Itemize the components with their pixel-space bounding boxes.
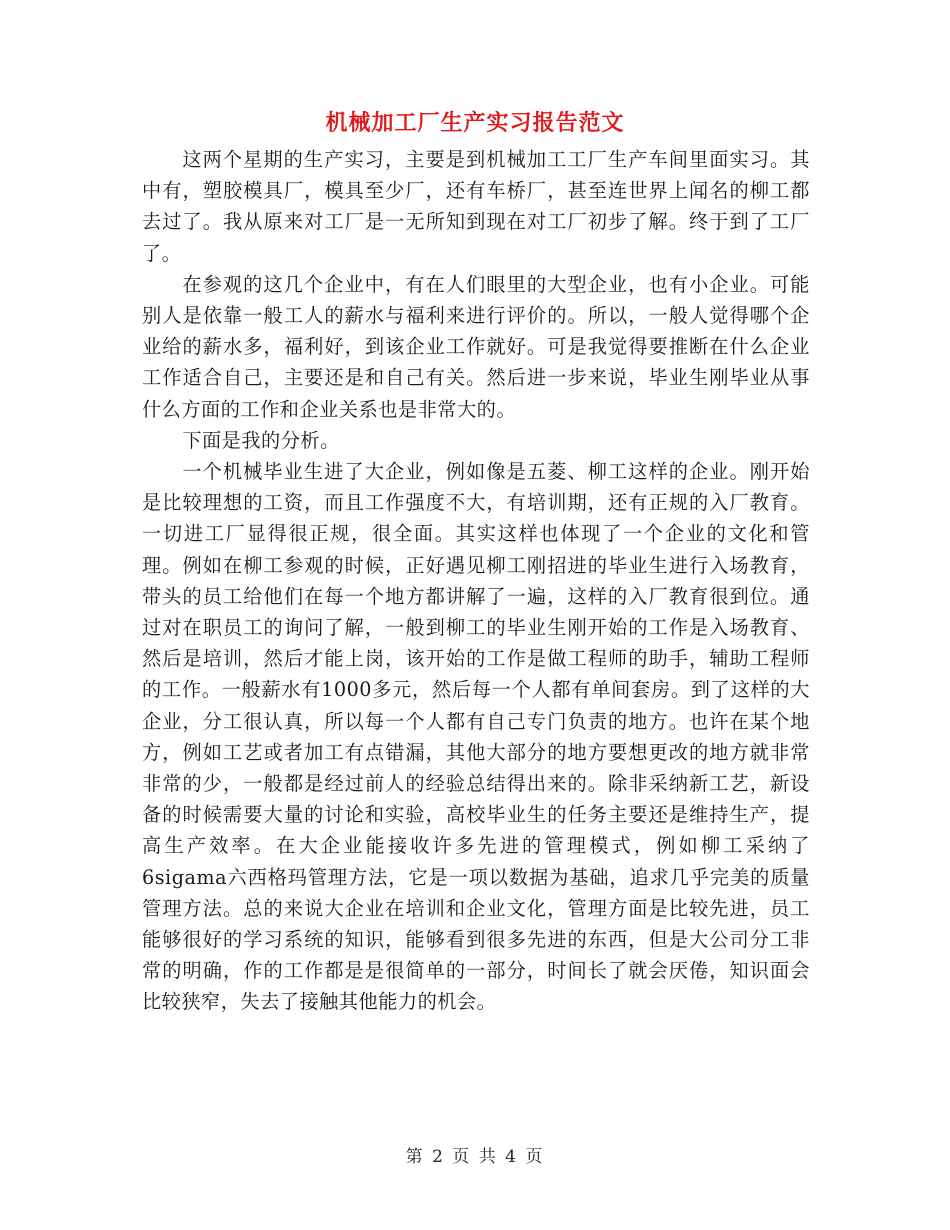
paragraph: 一个机械毕业生进了大企业，例如像是五菱、柳工这样的企业。刚开始是比较理想的工资，而且工作强度不大，有培训期，还有正规的入厂教育。一切进工厂显得很正规，很全面。其实这样也体现了一个企业的文化和管理。例如在柳工参观的时候，正好遇见柳工刚招进的毕业生进行入场教育，带头的员工给他们在每一个地方都讲解了一遍，这样的入厂教育很到位。通过对在职员工的询问了解，一般到柳工的毕业生刚开始的工作是入场教育、然后是培训，然后才能上岗，该开始的工作是做工程师的助手，辅助工程师的工作。一般薪水有1000多元，然后每一个人都有单间套房。到了这样的大企业，分工很认真，所以每一个人都有自己专门负责的地方。也许在某个地方，例如工艺或者加工有点错漏，其他大部分的地方要想更改的地方就非常非常的少，一般都是经过前人的经验总结得出来的。除非采纳新工艺，新设备的时候需要大量的讨论和实验，高校毕业生的任务主要还是维持生产，提高生产效率。在大企业能接收许多先进的管理模式，例如柳工采纳了6sigama六西格玛管理方法，它是一项以数据为基础，追求几乎完美的质量管理方法。总的来说大企业在培训和企业文化，管理方面是比较先进，员工能够很好的学习系统的知识，能够看到很多先进的东西，但是大公司分工非常的明确，作的工作都是是很简单的一部分，时间长了就会厌倦，知识面会比较狭窄，失去了接触其他能力的机会。 — [142, 460, 810, 1014]
paragraph: 这两个星期的生产实习，主要是到机械加工工厂生产车间里面实习。其中有，塑胶模具厂，模具至少厂，还有车桥厂，甚至连世界上闻名的柳工都去过了。我从原来对工厂是一无所知到现在对工厂初步了解。终于到了工厂了。 — [142, 148, 810, 265]
paragraph: 下面是我的分析。 — [182, 428, 340, 452]
paragraph: 在参观的这几个企业中，有在人们眼里的大型企业，也有小企业。可能别人是依靠一般工人的薪水与福利来进行评价的。所以，一般人觉得哪个企业给的薪水多，福利好，到该企业工作就好。可是我觉得要推断在什么企业工作适合自己，主要还是和自己有关。然后进一步来说，毕业生刚毕业从事什么方面的工作和企业关系也是非常大的。 — [142, 272, 810, 421]
document-body — [142, 144, 810, 1018]
page-footer: 第 2 页 共 4 页 — [405, 1147, 545, 1167]
document-title: 机械加工厂生产实习报告范文 — [325, 110, 625, 136]
